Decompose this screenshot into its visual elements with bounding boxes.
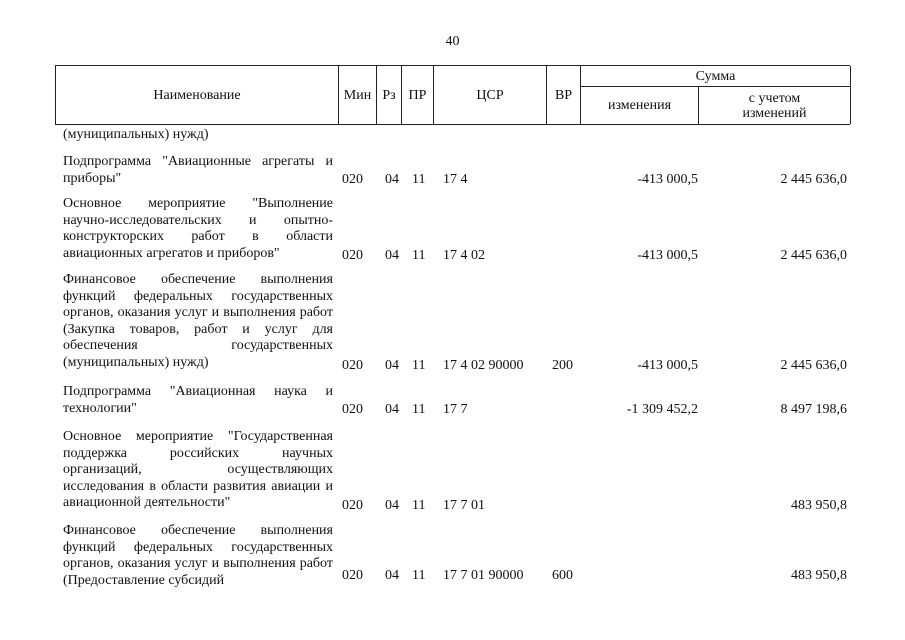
- cell-total: 483 950,8: [791, 568, 847, 583]
- row-name: Финансовое обеспечение выполнения функций федеральных государственных органов, оказания услуг и выполнения работ (Закупка товаров, работ и услуг для обеспечения государственных (муниципальных) нужд): [63, 272, 333, 370]
- row-name: Подпрограмма "Авиационная наука и технологии": [63, 384, 333, 416]
- header-sum: Сумма: [581, 66, 851, 87]
- cell-pr: 11: [412, 402, 426, 417]
- cell-total: 2 445 636,0: [780, 172, 847, 187]
- cell-csr: 17 4: [443, 172, 468, 187]
- cell-min: 020: [342, 402, 363, 417]
- cell-change: -413 000,5: [637, 358, 698, 373]
- cell-min: 020: [342, 568, 363, 583]
- cell-csr: 17 4 02 90000: [443, 358, 524, 373]
- table-row: [55, 154, 850, 188]
- cell-rz: 04: [385, 172, 399, 187]
- cell-csr: 17 7: [443, 402, 468, 417]
- cell-total: 2 445 636,0: [780, 248, 847, 263]
- cell-pr: 11: [412, 172, 426, 187]
- cell-total: 2 445 636,0: [780, 358, 847, 373]
- header-name: Наименование: [56, 66, 339, 124]
- cell-vr: 200: [552, 358, 573, 373]
- header-with-change: с учетом изменений: [699, 87, 851, 124]
- cell-rz: 04: [385, 358, 399, 373]
- table-row: [55, 523, 850, 591]
- cell-vr: 600: [552, 568, 573, 583]
- cell-pr: 11: [412, 358, 426, 373]
- cell-csr: 17 7 01 90000: [443, 568, 524, 583]
- cell-csr: 17 7 01: [443, 498, 485, 513]
- row-values: [55, 401, 850, 418]
- cell-rz: 04: [385, 498, 399, 513]
- cell-min: 020: [342, 498, 363, 513]
- row-name: Финансовое обеспечение выполнения функций федеральных государственных органов, оказания услуг и выполнения работ (Предоставление субсидий: [63, 523, 333, 588]
- row-values: [55, 567, 850, 584]
- row-name: Основное мероприятие "Выполнение научно-исследовательских и опытно-конструкторских работ в области авиационных агрегатов и приборов": [63, 196, 333, 261]
- header-rz: Рз: [377, 66, 402, 124]
- header-pr: ПР: [402, 66, 434, 124]
- row-values: [55, 497, 850, 514]
- page-number: 40: [445, 34, 460, 49]
- row-values: [55, 357, 850, 374]
- cell-rz: 04: [385, 402, 399, 417]
- table-header: [55, 65, 850, 125]
- cell-min: 020: [342, 248, 363, 263]
- table-row: [55, 196, 850, 264]
- header-change: изменения: [581, 87, 699, 124]
- cell-total: 483 950,8: [791, 498, 847, 513]
- row-values: [55, 247, 850, 264]
- cell-min: 020: [342, 172, 363, 187]
- table-row: [55, 272, 850, 374]
- table-row: [55, 127, 850, 145]
- row-name: Основное мероприятие "Государственная поддержка российских научных организаций, осуществляющих исследования в области развития авиации и авиационной деятельности": [63, 429, 333, 510]
- cell-change: -413 000,5: [637, 172, 698, 187]
- table-row: [55, 429, 850, 514]
- header-vr: ВР: [547, 66, 581, 124]
- header-min: Мин: [339, 66, 377, 124]
- row-name: (муниципальных) нужд): [63, 127, 209, 142]
- cell-change: -1 309 452,2: [626, 402, 698, 417]
- row-name: Подпрограмма "Авиационные агрегаты и приборы": [63, 154, 333, 186]
- cell-total: 8 497 198,6: [780, 402, 847, 417]
- cell-pr: 11: [412, 248, 426, 263]
- cell-pr: 11: [412, 568, 426, 583]
- cell-min: 020: [342, 358, 363, 373]
- row-values: [55, 171, 850, 188]
- header-csr: ЦСР: [434, 66, 547, 124]
- cell-change: -413 000,5: [637, 248, 698, 263]
- cell-rz: 04: [385, 568, 399, 583]
- cell-csr: 17 4 02: [443, 248, 485, 263]
- cell-pr: 11: [412, 498, 426, 513]
- cell-rz: 04: [385, 248, 399, 263]
- table-row: [55, 384, 850, 418]
